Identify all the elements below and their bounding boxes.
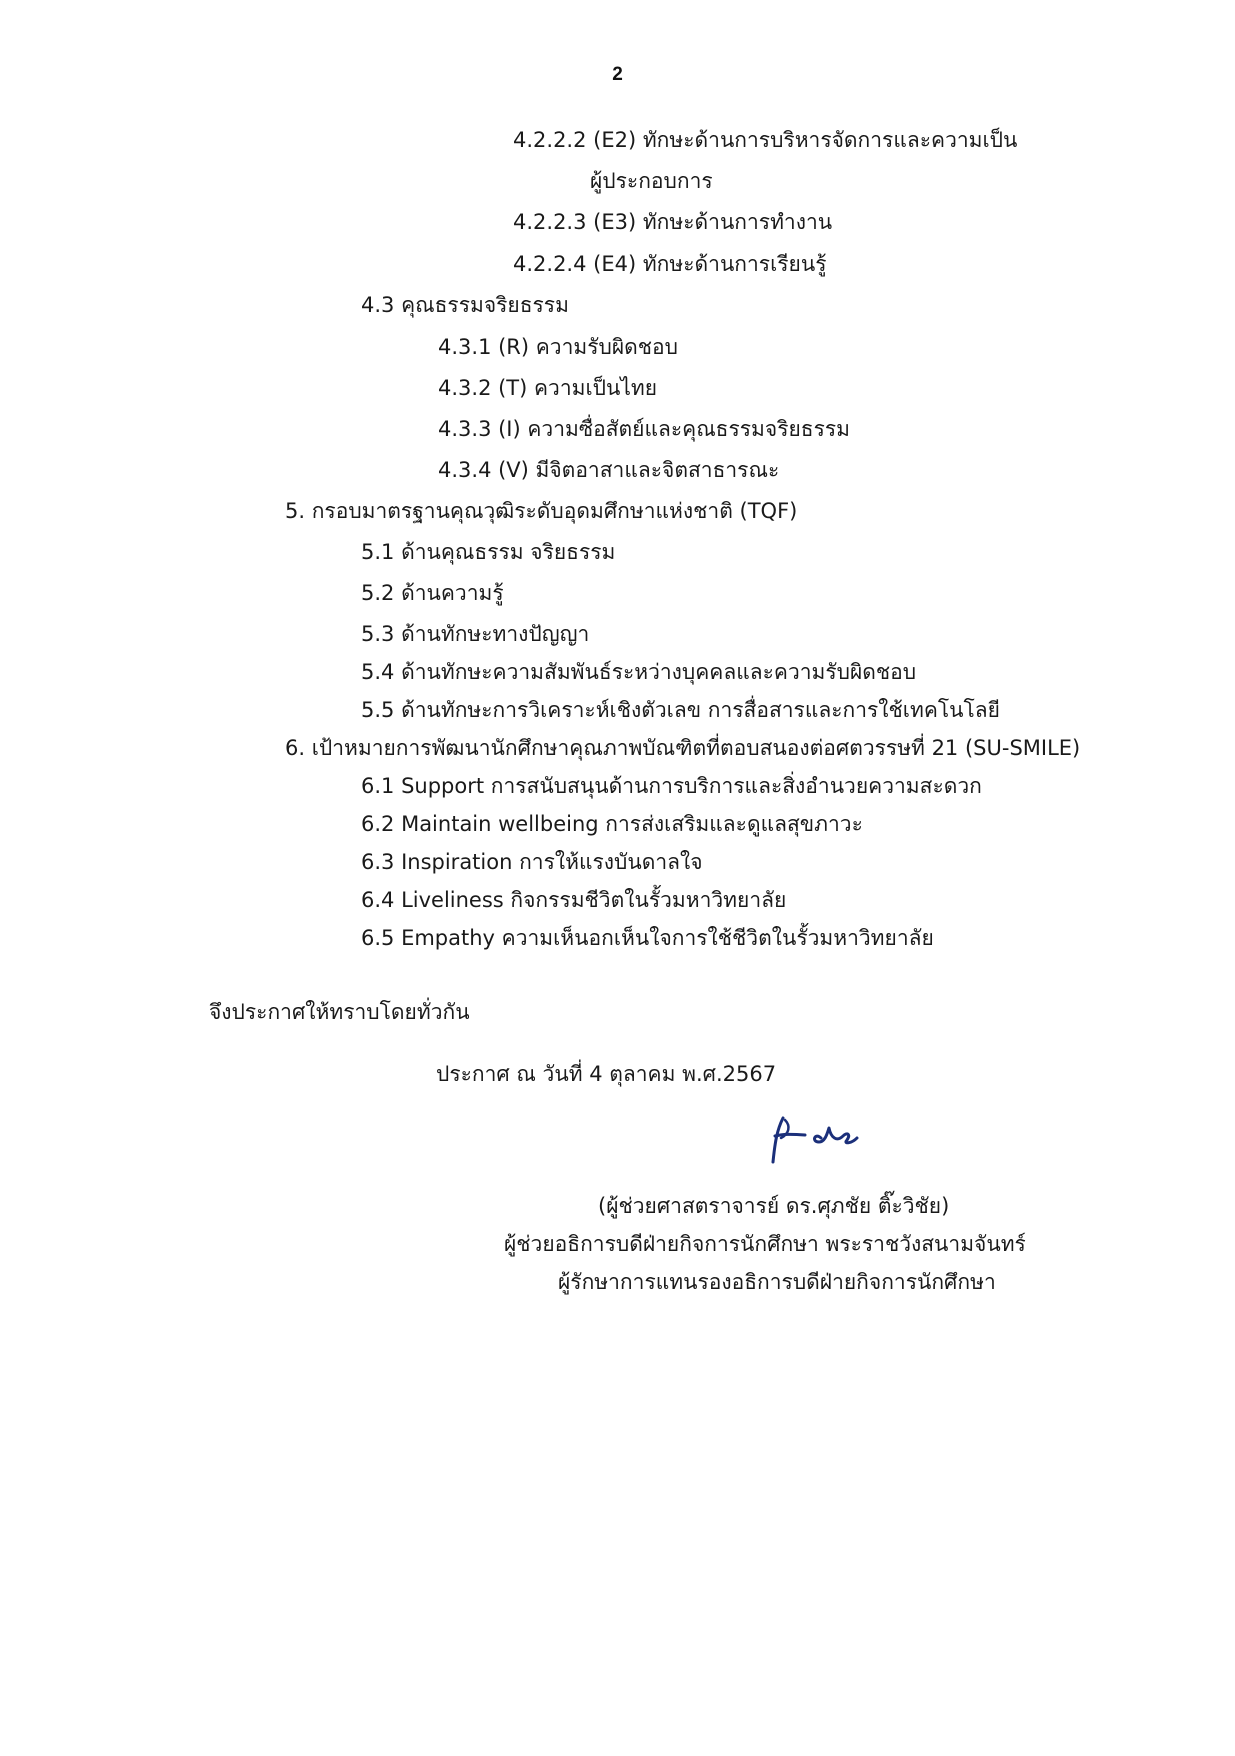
- page-number: 2: [612, 64, 623, 85]
- item-4-3-4: 4.3.4 (V) มีจิตอาสาและจิตสาธารณะ: [438, 458, 780, 482]
- announcement-date: ประกาศ ณ วันที่ 4 ตุลาคม พ.ศ.2567: [436, 1062, 777, 1086]
- item-4-2-2-3: 4.2.2.3 (E3) ทักษะด้านการทำงาน: [513, 210, 833, 234]
- item-5-1: 5.1 ด้านคุณธรรม จริยธรรม: [361, 540, 616, 564]
- item-5: 5. กรอบมาตรฐานคุณวุฒิระดับอุดมศึกษาแห่งชาติ (TQF): [285, 499, 798, 523]
- signature-image: [755, 1108, 865, 1168]
- item-6-2: 6.2 Maintain wellbeing การส่งเสริมและดูแลสุขภาวะ: [361, 812, 863, 836]
- item-5-3: 5.3 ด้านทักษะทางปัญญา: [361, 622, 590, 646]
- item-4-3: 4.3 คุณธรรมจริยธรรม: [361, 293, 569, 317]
- item-4-3-2: 4.3.2 (T) ความเป็นไทย: [438, 376, 658, 400]
- signatory-name: (ผู้ช่วยศาสตราจารย์ ดร.ศุภชัย ติ๊ะวิชัย): [598, 1194, 950, 1218]
- announcement-closing: จึงประกาศให้ทราบโดยทั่วกัน: [209, 1000, 470, 1024]
- signatory-position-1: ผู้ช่วยอธิการบดีฝ่ายกิจการนักศึกษา พระราชวังสนามจันทร์: [504, 1232, 1026, 1256]
- signatory-position-2: ผู้รักษาการแทนรองอธิการบดีฝ่ายกิจการนักศึกษา: [558, 1270, 996, 1294]
- item-6: 6. เป้าหมายการพัฒนานักศึกษาคุณภาพบัณฑิตที่ตอบสนองต่อศตวรรษที่ 21 (SU-SMILE): [285, 736, 1081, 760]
- item-4-3-3: 4.3.3 (I) ความซื่อสัตย์และคุณธรรมจริยธรรม: [438, 417, 851, 441]
- item-6-1: 6.1 Support การสนับสนุนด้านการบริการและสิ่งอำนวยความสะดวก: [361, 774, 982, 798]
- item-4-2-2-4: 4.2.2.4 (E4) ทักษะด้านการเรียนรู้: [513, 252, 827, 276]
- item-6-4: 6.4 Liveliness กิจกรรมชีวิตในรั้วมหาวิทยาลัย: [361, 888, 787, 912]
- item-6-5: 6.5 Empathy ความเห็นอกเห็นใจการใช้ชีวิตในรั้วมหาวิทยาลัย: [361, 926, 934, 950]
- item-6-3: 6.3 Inspiration การให้แรงบันดาลใจ: [361, 850, 703, 874]
- item-4-2-2-2-continued: ผู้ประกอบการ: [590, 169, 713, 193]
- item-4-2-2-2: 4.2.2.2 (E2) ทักษะด้านการบริหารจัดการและความเป็น: [513, 128, 1018, 152]
- item-5-2: 5.2 ด้านความรู้: [361, 581, 504, 605]
- item-5-5: 5.5 ด้านทักษะการวิเคราะห์เชิงตัวเลข การสื่อสารและการใช้เทคโนโลยี: [361, 698, 1000, 722]
- item-5-4: 5.4 ด้านทักษะความสัมพันธ์ระหว่างบุคคลและความรับผิดชอบ: [361, 660, 917, 684]
- item-4-3-1: 4.3.1 (R) ความรับผิดชอบ: [438, 335, 678, 359]
